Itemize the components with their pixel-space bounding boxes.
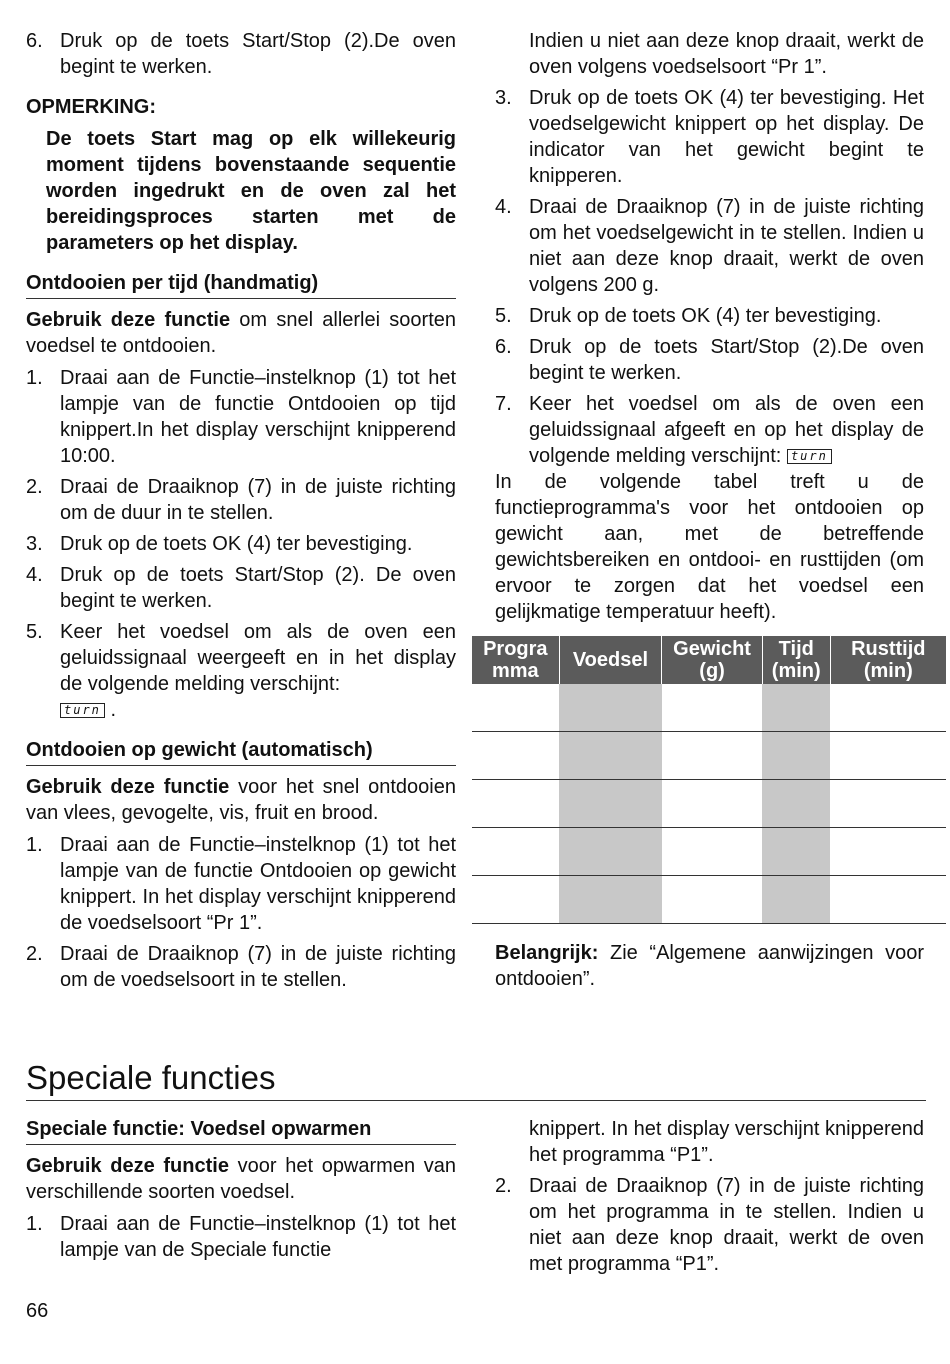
step-number: 7. — [495, 393, 512, 415]
step-number: 4. — [495, 196, 512, 218]
section-intro — [26, 774, 456, 826]
step-text: Draai aan de Functie–instelknop (1) tot het lampje van de Speciale functie — [60, 1213, 456, 1261]
section-intro — [26, 307, 456, 359]
step-item — [26, 365, 456, 469]
table-cell — [762, 732, 830, 780]
page-section-title: Speciale functies — [26, 1058, 926, 1101]
table-cell — [472, 684, 559, 732]
step-text: Druk op de toets OK (4) ter bevestiging. Het voedselgewicht knippert op het display. De indicator van het gewicht begint te knipperen. — [529, 87, 924, 187]
step-item — [26, 28, 456, 80]
step-item — [26, 562, 456, 614]
step-item — [495, 194, 924, 298]
step-number: 2. — [26, 943, 43, 965]
step-item — [495, 303, 924, 329]
table-row — [472, 876, 946, 924]
step-item — [26, 531, 456, 557]
important-label: Belangrijk: — [495, 942, 599, 964]
step-number: 6. — [495, 336, 512, 358]
step-text: Draai de Draaiknop (7) in de juiste richting om het voedselgewicht in te stellen. Indien u niet aan deze knop draait, werkt de oven volgens 200 g. — [529, 196, 924, 296]
table-cell — [559, 828, 662, 876]
table-cell — [830, 828, 946, 876]
defrost-program-table — [472, 636, 946, 924]
step-text: Keer het voedsel om als de oven een geluidssignaal afgeeft en op het display de volgende melding verschijnt: — [529, 393, 924, 467]
important-note — [495, 940, 924, 992]
step-item — [26, 941, 456, 993]
step-number: 4. — [26, 564, 43, 586]
step-text: Draai aan de Functie–instelknop (1) tot het lampje van de functie Ontdooien op tijd knippert.In het display verschijnt knipperend 10:00. — [60, 367, 456, 467]
intro-rest: om snel allerlei soorten voedsel te ontdooien. — [26, 309, 456, 357]
table-row — [472, 732, 946, 780]
step-text: knippert. In het display verschijnt knipperend het programma “P1”. — [529, 1118, 924, 1166]
step-item — [495, 334, 924, 386]
step-text: Druk op de toets Start/Stop (2).De oven begint te werken. — [60, 30, 456, 78]
table-cell — [762, 684, 830, 732]
right-column-bottom — [495, 1116, 924, 1282]
step-text: Draai de Draaiknop (7) in de juiste richting om de voedselsoort in te stellen. — [60, 943, 456, 991]
left-column-bottom — [26, 1102, 456, 1268]
table-cell — [662, 684, 763, 732]
step-number: 5. — [495, 305, 512, 327]
step-item — [26, 619, 456, 723]
table-cell — [559, 876, 662, 924]
header-weight: Gewicht (g) — [662, 636, 763, 684]
step-continuation — [495, 1116, 924, 1168]
table-cell — [559, 732, 662, 780]
section-heading-manual-defrost: Ontdooien per tijd (handmatig) — [26, 270, 456, 299]
section-intro — [26, 1153, 456, 1205]
important-text: Zie “Algemene aanwijzingen voor ontdooien”. — [495, 942, 924, 990]
step-number: 2. — [495, 1175, 512, 1197]
left-column-top — [26, 28, 456, 998]
step-text: Draai aan de Functie–instelknop (1) tot het lampje van de functie Ontdooien op gewicht knippert. In het display verschijnt knipperend de voedselsoort “Pr 1”. — [60, 834, 456, 934]
table-cell — [830, 732, 946, 780]
table-cell — [762, 780, 830, 828]
step-item — [26, 832, 456, 936]
table-cell — [472, 780, 559, 828]
step-text: Druk op de toets OK (4) ter bevestiging. — [529, 305, 882, 327]
table-cell — [762, 876, 830, 924]
step-text: Draai de Draaiknop (7) in de juiste richting om het programma in te stellen. Indien u niet aan deze knop draait, werkt de oven met programma “P1”. — [529, 1175, 924, 1275]
table-row — [472, 684, 946, 732]
step-number: 6. — [26, 30, 43, 52]
intro-rest: voor het snel ontdooien van vlees, gevogelte, vis, fruit en brood. — [26, 776, 456, 824]
table-cell — [662, 780, 763, 828]
table-row — [472, 780, 946, 828]
table-cell — [762, 828, 830, 876]
table-row — [472, 828, 946, 876]
step-item — [495, 1173, 924, 1277]
step-text: Druk op de toets OK (4) ter bevestiging. — [60, 533, 413, 555]
page-number: 66 — [26, 1300, 49, 1322]
lcd-display-text: turn — [787, 449, 832, 464]
step-number: 1. — [26, 834, 43, 856]
section-heading-auto-defrost: Ontdooien op gewicht (automatisch) — [26, 737, 456, 766]
table-intro: In de volgende tabel treft u de functieprogramma's voor het ontdooien op gewicht aan, met de betreffende gewichtsbereiken en ontdooi- en rusttijden (om ervoor te zorgen dat het voedsel een gelijkmatige temperatuur heeft). — [495, 471, 924, 623]
step-text: Indien u niet aan deze knop draait, werkt de oven volgens voedselsoort “Pr 1”. — [529, 30, 924, 78]
step-item — [495, 85, 924, 189]
header-food: Voedsel — [559, 636, 662, 684]
intro-rest: voor het opwarmen van verschillende soorten voedsel. — [26, 1155, 456, 1203]
table-cell — [662, 732, 763, 780]
step-item — [495, 391, 924, 469]
table-cell — [559, 684, 662, 732]
table-header-row — [472, 636, 946, 684]
step-number: 2. — [26, 476, 43, 498]
table-cell — [559, 780, 662, 828]
step-number: 1. — [26, 367, 43, 389]
step-number: 1. — [26, 1213, 43, 1235]
right-column-top — [495, 28, 924, 631]
step-number: 3. — [495, 87, 512, 109]
header-time: Tijd (min) — [762, 636, 830, 684]
step-text: Draai de Draaiknop (7) in de juiste richting om de duur in te stellen. — [60, 476, 456, 524]
table-cell — [472, 828, 559, 876]
step-number: 3. — [26, 533, 43, 555]
table-cell — [472, 732, 559, 780]
header-rest-time: Rusttijd (min) — [830, 636, 946, 684]
section-heading-reheat: Speciale functie: Voedsel opwarmen — [26, 1116, 456, 1145]
intro-bold: Gebruik deze functie — [26, 776, 230, 798]
table-cell — [472, 876, 559, 924]
table-cell — [830, 684, 946, 732]
header-program: Progra mma — [472, 636, 559, 684]
step-item — [26, 474, 456, 526]
table-cell — [830, 780, 946, 828]
step-text: Druk op de toets Start/Stop (2).De oven begint te werken. — [529, 336, 924, 384]
intro-bold: Gebruik deze functie — [26, 309, 231, 331]
step-item — [26, 1211, 456, 1263]
lcd-display-text: turn — [60, 703, 105, 718]
step-text: Keer het voedsel om als de oven een geluidssignaal weergeeft en in het display de volgende melding verschijnt: — [60, 621, 456, 695]
step-text: Druk op de toets Start/Stop (2). De oven begint te werken. — [60, 564, 456, 612]
step-continuation — [495, 28, 924, 80]
step-text-end: . — [104, 699, 117, 721]
note-body: De toets Start mag op elk willekeurig moment tijdens bovenstaande sequentie worden ingedrukt en de oven zal het bereidingsproces starten met de parameters op het display. — [46, 128, 456, 254]
intro-bold: Gebruik deze functie — [26, 1155, 229, 1177]
step-number: 5. — [26, 621, 43, 643]
table-cell — [662, 876, 763, 924]
table-cell — [662, 828, 763, 876]
note-title: OPMERKING: — [26, 96, 156, 118]
table-cell — [830, 876, 946, 924]
